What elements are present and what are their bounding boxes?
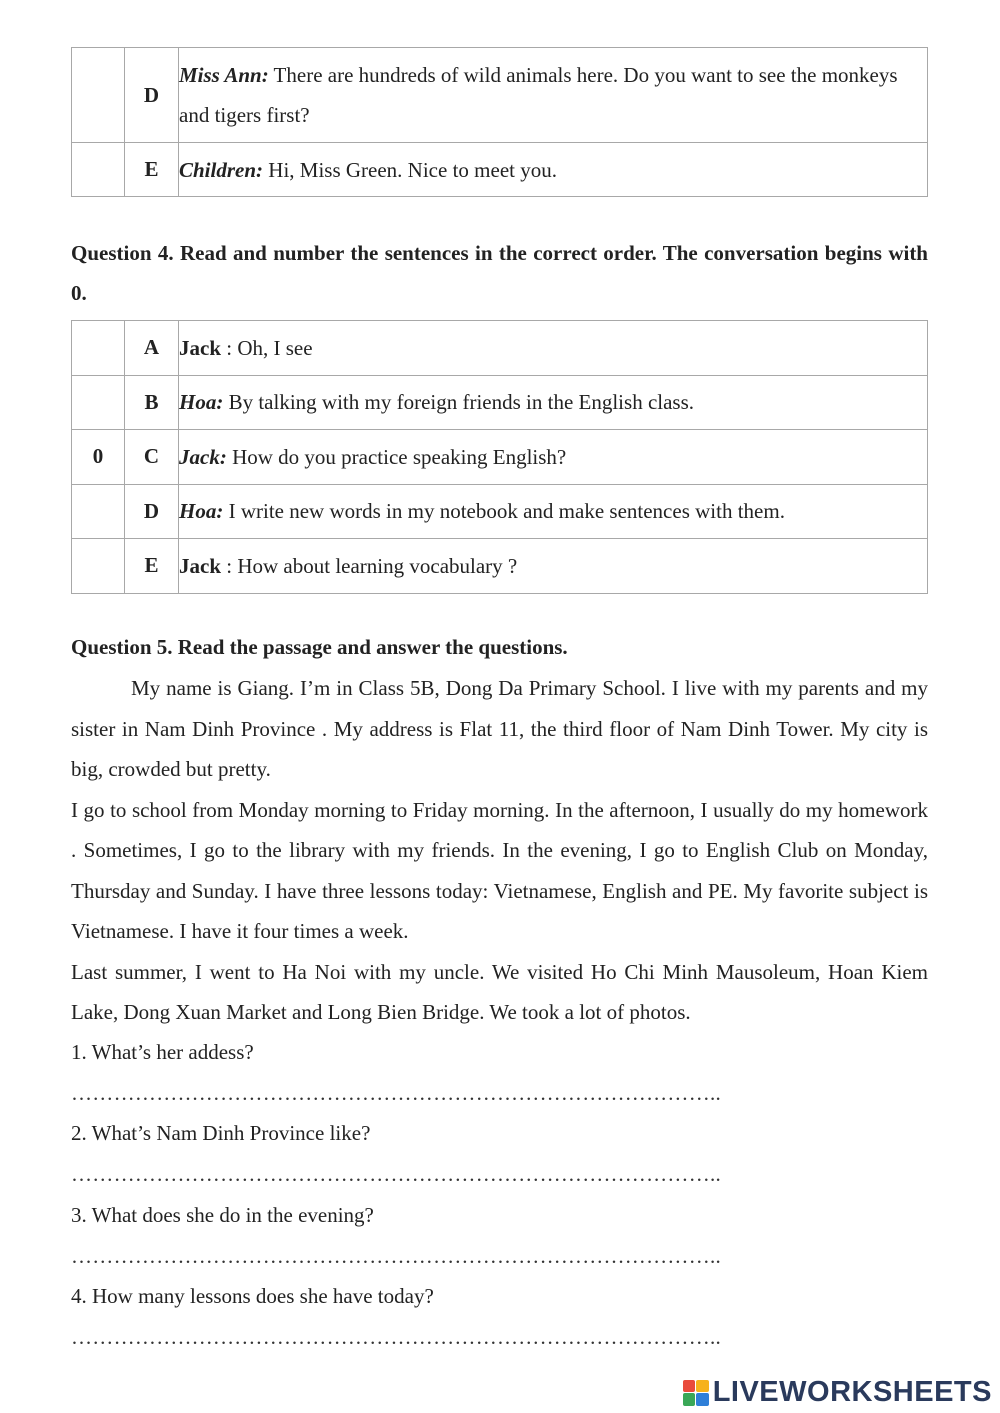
sentence-letter: B [125,375,179,430]
sentence-body: : Oh, I see [221,335,313,360]
sentence-body: By talking with my foreign friends in the English class. [223,390,695,415]
sentence-text [179,321,928,376]
question-5-title: Question 5. Read the passage and answer the questions. [71,635,568,659]
question-4-table [71,320,928,594]
sentence-body: : How about learning vocabulary ? [221,553,518,578]
answer-number-cell[interactable] [72,375,125,430]
speaker-name: Hoa: [179,499,224,524]
question-3-table [71,47,928,197]
sentence-body: How do you practice speaking English? [226,444,567,469]
comprehension-questions [71,1032,928,1358]
speaker-name: Miss Ann: [179,63,269,87]
question-4-title: Question 4. Read and number the sentences in the correct order. The conversation begins with 0. [71,241,928,305]
reading-passage [71,668,928,1033]
speaker-name: Jack: [179,444,227,469]
table-row [72,375,928,430]
speaker-name: Jack [179,553,221,578]
sentence-text [179,48,928,143]
liveworksheets-logo[interactable] [683,1376,992,1409]
speaker-name: Children: [179,157,264,182]
sentence-text [179,484,928,539]
table-row [72,321,928,376]
sentence-text [179,430,928,485]
sentence-letter: C [125,430,179,485]
table-row [72,143,928,197]
passage-paragraph: Last summer, I went to Ha Noi with my uncle. We visited Ho Chi Minh Mausoleum, Hoan Kiem Lake, Dong Xuan Market and Long Bien Bridge. We took a lot of photos. [71,959,928,1024]
passage-paragraph: I go to school from Monday morning to Friday morning. In the afternoon, I usually do my homework . Sometimes, I go to the library with my friends. In the evening, I go to English Club on Monday, Thursday and Sunday. I have three lessons today: Vietnamese, English and PE. My favorite subject is Vietnamese. I have it four times a week. [71,797,928,943]
sentence-letter: D [125,48,179,143]
question-text: 2. What’s Nam Dinh Province like? [71,1121,371,1146]
question-text: 1. What’s her addess? [71,1040,254,1064]
sentence-letter: D [125,484,179,539]
answer-input[interactable]: ……………………………………………………………………………….. [71,1162,722,1187]
table-row [72,539,928,594]
answer-number-cell[interactable] [72,539,125,594]
sentence-body: Hi, Miss Green. Nice to meet you. [263,157,557,182]
table-row [72,48,928,143]
sentence-letter: E [125,143,179,197]
answer-number-cell[interactable] [72,48,125,143]
question-text: 3. What does she do in the evening? [71,1202,374,1227]
sentence-body: There are hundreds of wild animals here. Do you want to see the monkeys and tigers first? [179,63,898,127]
answer-number-cell[interactable] [72,143,125,197]
sentence-body: I write new words in my notebook and make sentences with them. [223,499,785,524]
sentence-letter: E [125,539,179,594]
speaker-name: Hoa: [179,390,224,415]
table-row [72,430,928,485]
logo-square [696,1393,709,1406]
sentence-text [179,143,928,197]
answer-input[interactable]: ……………………………………………………………………………….. [71,1324,722,1349]
answer-input[interactable]: ……………………………………………………………………………….. [71,1243,722,1268]
question-text: 4. How many lessons does she have today? [71,1284,434,1309]
logo-square [683,1393,696,1406]
sentence-text [179,539,928,594]
speaker-name: Jack [179,335,221,360]
table-row [72,484,928,539]
logo-square [696,1380,709,1393]
answer-number-cell: 0 [72,430,125,485]
logo-text: LIVEWORKSHEETS [712,1376,992,1408]
passage-paragraph: My name is Giang. I’m in Class 5B, Dong Da Primary School. I live with my parents and my sister in Nam Dinh Province . My address is Flat 11, the third floor of Nam Dinh Tower. My city is big, crowded but pretty. [71,676,928,781]
sentence-letter: A [125,321,179,376]
answer-number-cell[interactable] [72,484,125,539]
sentence-text [179,375,928,430]
answer-number-cell[interactable] [72,321,125,376]
logo-mark-icon [683,1380,709,1406]
answer-input[interactable]: ……………………………………………………………………………….. [71,1080,722,1105]
logo-square [683,1380,696,1393]
